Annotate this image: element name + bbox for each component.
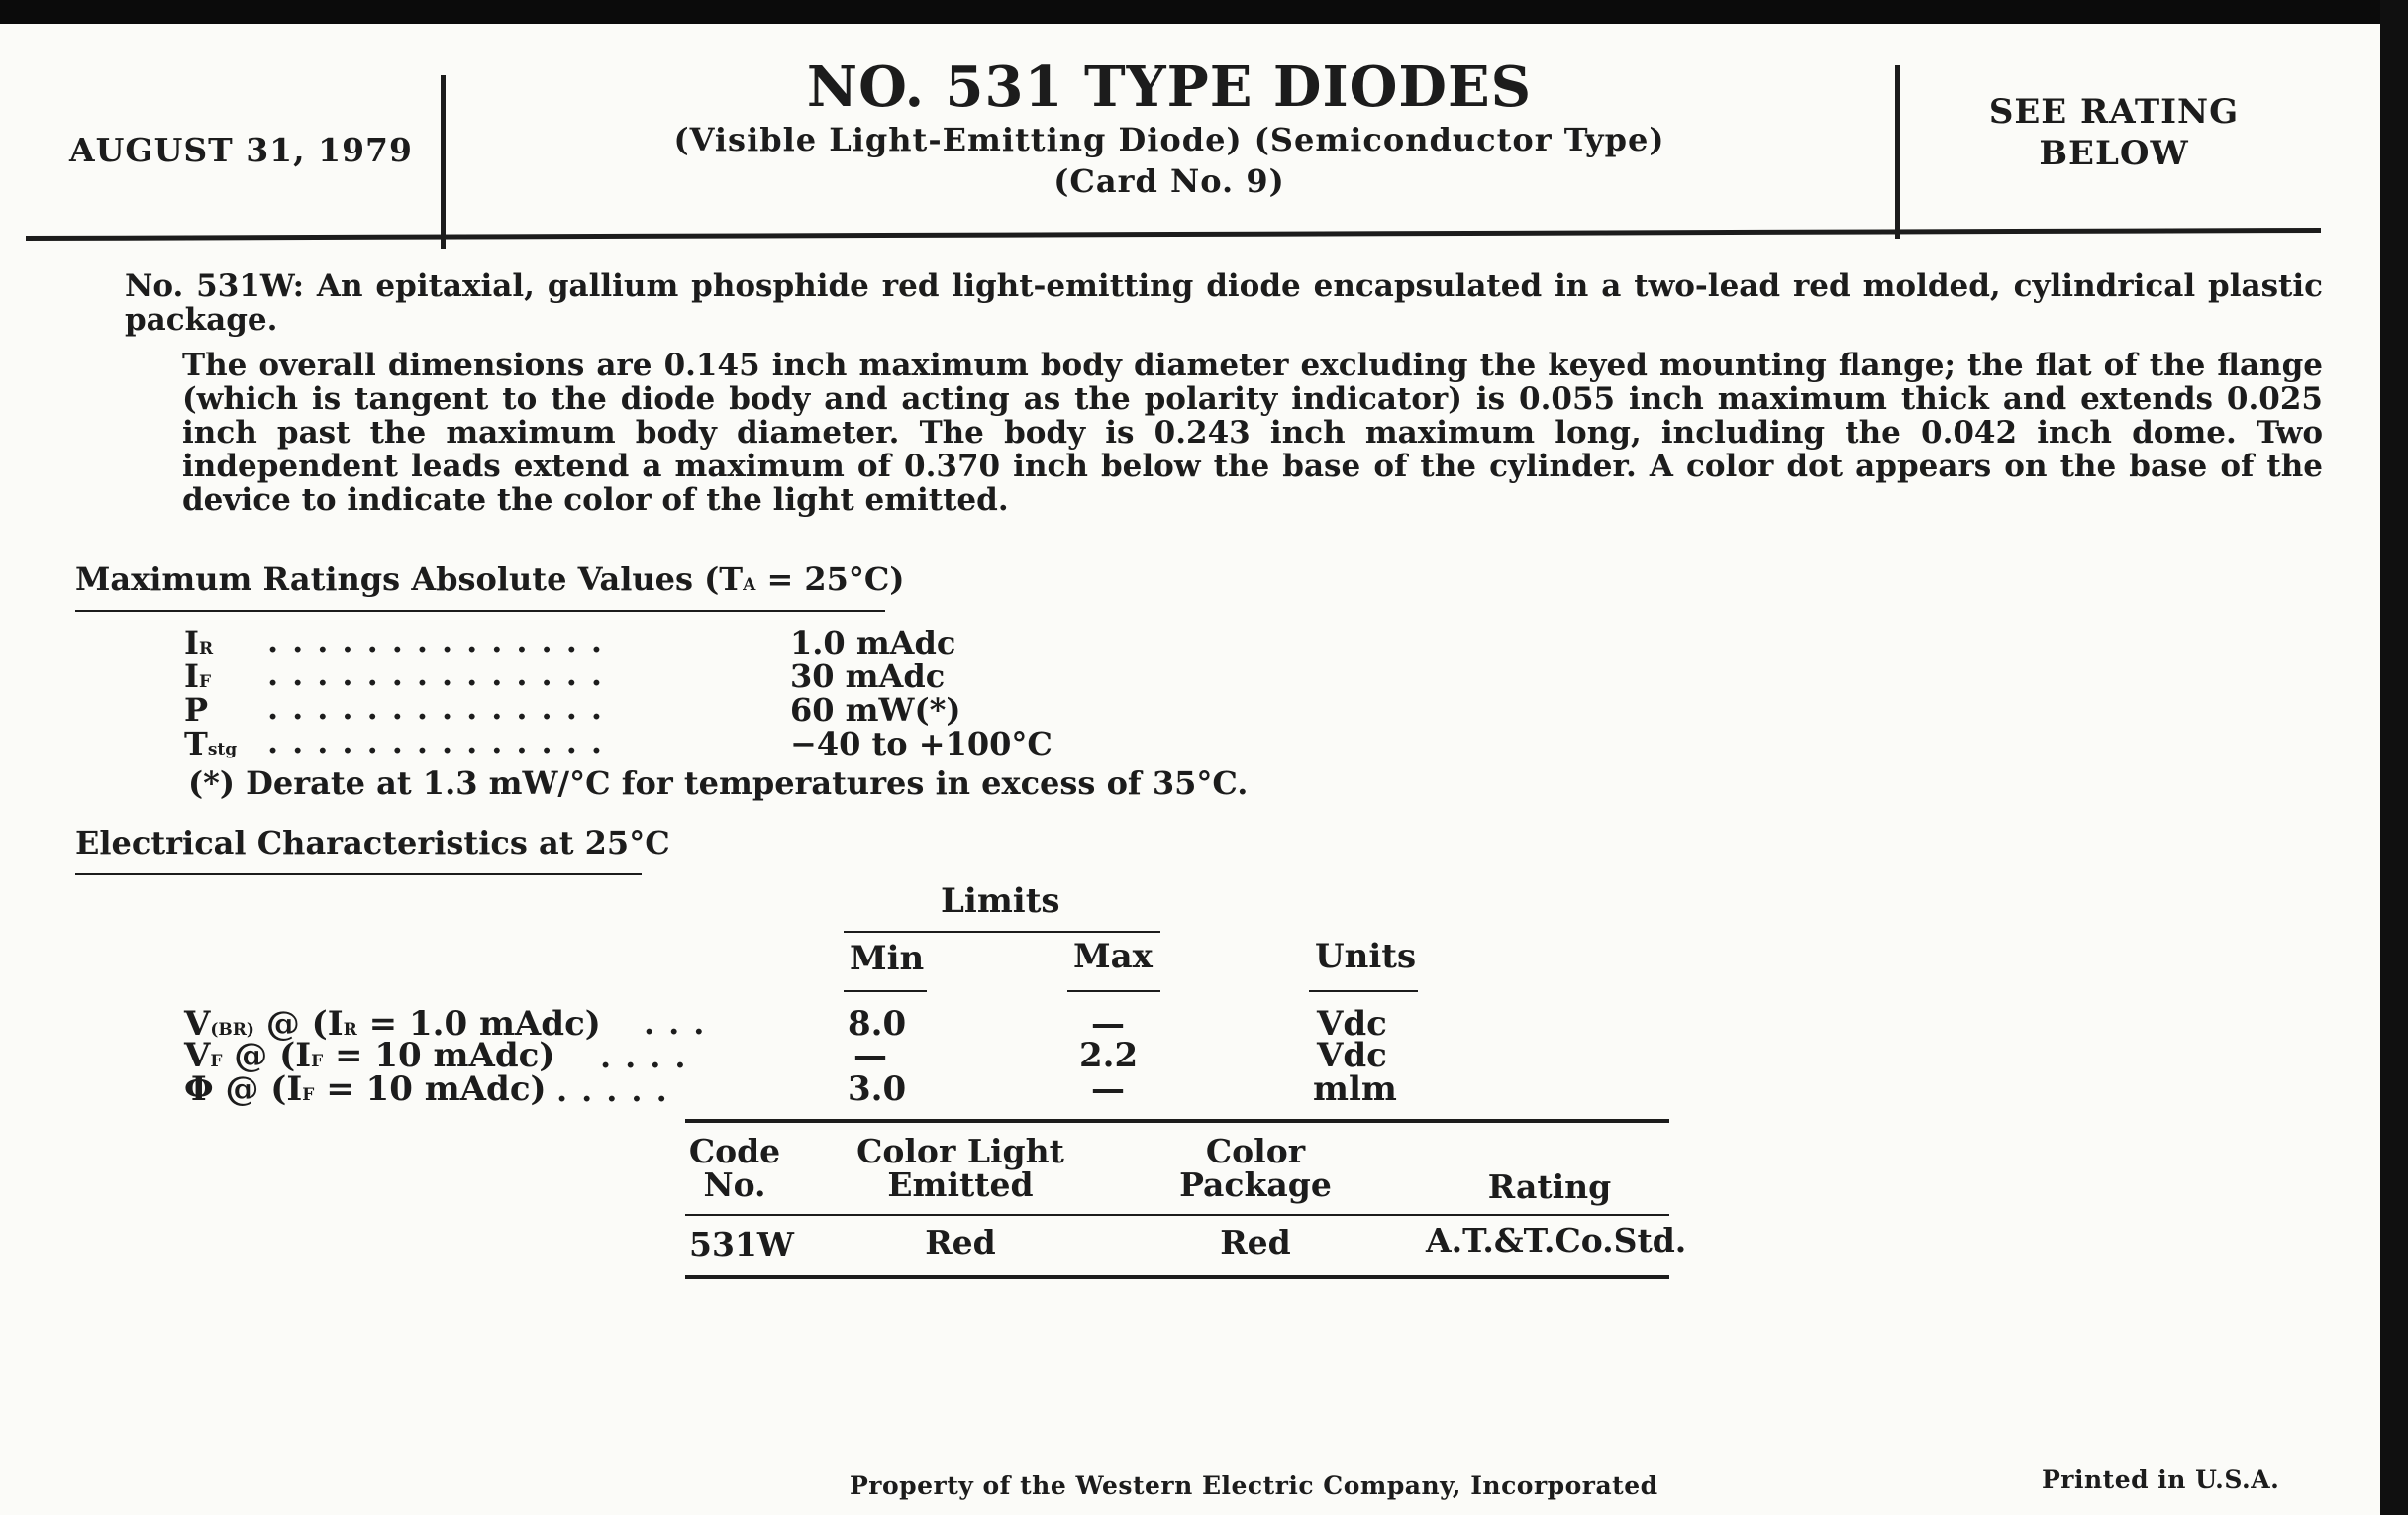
col-header-color-package: Color Package <box>1179 1132 1332 1204</box>
min-value: 3.0 <box>848 1069 907 1109</box>
rating-value: −40 to +100°C <box>790 725 1053 762</box>
page-title: NO. 531 TYPE DIODES <box>806 54 1533 120</box>
leader-dots: ... <box>644 1004 719 1042</box>
page-subtitle: (Visible Light-Emitting Diode) (Semiconductor Type) <box>673 121 1665 158</box>
rating-row: IF <box>184 657 212 695</box>
leader-dots: .............. <box>267 622 616 659</box>
rating-value: 1.0 mAdc <box>790 624 956 661</box>
table-cell-color-light: Red <box>925 1223 996 1262</box>
header-title-block <box>446 55 1893 202</box>
limits-rule <box>844 931 1160 933</box>
units-value: mlm <box>1313 1069 1397 1109</box>
description-paragraph-2: The overall dimensions are 0.145 inch maximum body diameter excluding the keyed mounting flange; the flat of the flange (which is tangent to the diode body and acting as the polarity indicator) is 0.055 inch maximum thick and extends 0.025 inch past the maximum body diameter. The body is 0.243 inch maximum long, including the 0.042 inch dome. Two independent leads extend a maximum of 0.370 inch below the base of the cylinder. A color dot appears on the base of the device to indicate the color of the light emitted. <box>182 348 2323 518</box>
electrical-heading: Electrical Characteristics at 25°C <box>75 824 670 861</box>
max-ratings-rule <box>75 610 885 612</box>
max-value: — <box>1091 1004 1125 1044</box>
rating-value: 30 mAdc <box>790 657 946 695</box>
col-header-code: Code No. <box>688 1132 781 1204</box>
rating-note <box>1901 91 2327 174</box>
rating-footnote: (*) Derate at 1.3 mW/°C for temperatures in excess of 35°C. <box>188 764 1249 802</box>
header-rule <box>26 228 2321 241</box>
electrical-param: VF @ (IF = 10 mAdc) <box>184 1036 555 1075</box>
col-header-rating: Rating <box>1487 1167 1612 1206</box>
table-cell-color-package: Red <box>1220 1223 1291 1262</box>
max-value: — <box>1091 1069 1125 1109</box>
leader-dots: .... <box>600 1038 700 1075</box>
max-ratings-heading: Maximum Ratings Absolute Values (TA = 25°C) <box>75 560 905 598</box>
max-rule <box>1067 990 1160 992</box>
electrical-param: V(BR) @ (IR = 1.0 mAdc) <box>184 1004 601 1044</box>
footer-property: Property of the Western Electric Company, Incorporated <box>850 1471 1658 1500</box>
description-paragraph-1: No. 531W: An epitaxial, gallium phosphide red light-emitting diode encapsulated in a two-lead red molded, cylindrical plastic package. <box>125 268 2323 338</box>
rating-row: IR <box>184 624 214 661</box>
electrical-rule <box>75 873 642 875</box>
header-divider-right <box>1895 65 1900 239</box>
units-value: Vdc <box>1317 1036 1387 1075</box>
data-card <box>0 24 2380 1515</box>
leader-dots: ..... <box>556 1071 681 1109</box>
rating-note-line1: SEE RATING <box>1988 92 2240 132</box>
limits-label: Limits <box>941 881 1060 921</box>
card-date: AUGUST 31, 1979 <box>69 131 413 169</box>
leader-dots: .............. <box>267 689 616 727</box>
min-header: Min <box>850 939 925 978</box>
rating-row: P <box>184 691 209 729</box>
table-cell-rating: A.T.&T.Co.Std. <box>1426 1221 1687 1260</box>
min-value: — <box>853 1036 887 1075</box>
min-value: 8.0 <box>848 1004 907 1044</box>
footer-printed: Printed in U.S.A. <box>2042 1465 2280 1494</box>
table-bottom-rule <box>685 1275 1669 1279</box>
rating-note-line2: BELOW <box>2039 134 2189 173</box>
table-header-rule <box>685 1214 1669 1216</box>
units-value: Vdc <box>1317 1004 1387 1044</box>
max-header: Max <box>1073 937 1153 976</box>
rating-row: Tstg <box>184 725 238 762</box>
scan-edge <box>2380 0 2408 1515</box>
units-rule <box>1309 990 1418 992</box>
table-cell-code: 531W <box>689 1225 794 1263</box>
card-number: (Card No. 9) <box>1054 162 1285 200</box>
min-rule <box>844 990 927 992</box>
units-header: Units <box>1315 937 1417 976</box>
table-top-rule <box>685 1119 1669 1123</box>
col-header-color-light: Color Light Emitted <box>856 1132 1064 1204</box>
electrical-param: Φ @ (IF = 10 mAdc) <box>184 1069 547 1109</box>
rating-value: 60 mW(*) <box>790 691 961 729</box>
leader-dots: .............. <box>267 723 616 760</box>
leader-dots: .............. <box>267 656 616 693</box>
max-value: 2.2 <box>1079 1036 1139 1075</box>
